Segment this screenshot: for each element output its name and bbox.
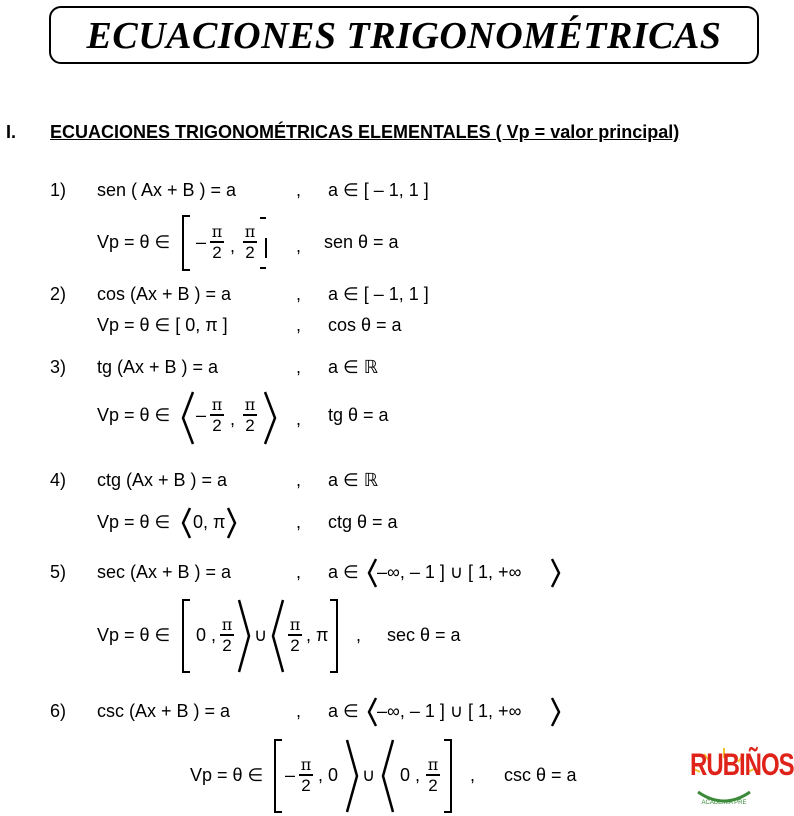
right-angle-bracket bbox=[262, 390, 278, 446]
item-number: 2) bbox=[50, 284, 67, 304]
comma: , bbox=[296, 470, 302, 490]
right-angle-bracket bbox=[344, 738, 360, 814]
numerator: π bbox=[221, 615, 233, 634]
title-box bbox=[49, 6, 759, 64]
fraction-pi-over-2 bbox=[243, 395, 257, 435]
condition-label: a ∈ bbox=[328, 562, 359, 582]
condition-interval: –∞, – 1 ] ∪ [ 1, +∞ bbox=[377, 562, 522, 582]
vp-label: Vp = θ ∈ bbox=[97, 625, 171, 645]
fraction-pi-over-2 bbox=[210, 222, 224, 262]
separator: , bbox=[230, 236, 236, 256]
comma: , bbox=[356, 625, 362, 645]
comma: , bbox=[296, 562, 302, 582]
comma: , bbox=[296, 315, 302, 335]
item-number: 1) bbox=[50, 180, 67, 200]
denominator: 2 bbox=[245, 243, 255, 262]
comma: , bbox=[296, 409, 302, 429]
numerator: π bbox=[211, 395, 223, 414]
vp-label: Vp = θ ∈ bbox=[97, 405, 171, 425]
vp-label: Vp = θ ∈ bbox=[97, 512, 171, 532]
right-angle-bracket bbox=[550, 696, 562, 728]
fraction-pi-over-2 bbox=[243, 222, 257, 262]
left-bracket bbox=[180, 598, 192, 674]
minus-sign: – bbox=[196, 405, 207, 425]
right-bracket bbox=[442, 738, 454, 814]
union: ∪ bbox=[254, 625, 268, 645]
denominator: 2 bbox=[212, 243, 222, 262]
item-number: 3) bbox=[50, 357, 67, 377]
comma: , bbox=[296, 180, 302, 200]
right-angle-bracket bbox=[550, 557, 562, 589]
item-number: 4) bbox=[50, 470, 67, 490]
vp-label: Vp = θ ∈ bbox=[97, 232, 171, 252]
condition-interval: –∞, – 1 ] ∪ [ 1, +∞ bbox=[377, 701, 522, 721]
relation: tg θ = a bbox=[328, 405, 389, 425]
denominator: 2 bbox=[212, 416, 222, 435]
section-number: I. bbox=[6, 122, 17, 142]
relation: sec θ = a bbox=[387, 625, 461, 645]
page-title: ECUACIONES TRIGONOMÉTRICAS bbox=[86, 15, 722, 57]
condition: a ∈ [ – 1, 1 ] bbox=[328, 284, 429, 304]
comma: , bbox=[296, 512, 302, 532]
denominator: 2 bbox=[290, 636, 300, 655]
numerator: π bbox=[427, 755, 439, 774]
zero-comma: 0 , bbox=[400, 765, 421, 785]
relation: cos θ = a bbox=[328, 315, 402, 335]
denominator: 2 bbox=[222, 636, 232, 655]
separator: , bbox=[230, 409, 236, 429]
union: ∪ bbox=[362, 765, 376, 785]
numerator: π bbox=[300, 755, 312, 774]
logo-subtitle: ACADEMIA PRE bbox=[701, 800, 747, 806]
vp-label: Vp = θ ∈ bbox=[190, 765, 264, 785]
relation: sen θ = a bbox=[324, 232, 399, 252]
denominator: 2 bbox=[301, 776, 311, 795]
fraction-pi-over-2 bbox=[288, 615, 302, 655]
left-bracket bbox=[180, 214, 192, 272]
right-bracket bbox=[328, 598, 340, 674]
equation: tg (Ax + B ) = a bbox=[97, 357, 219, 377]
denominator: 2 bbox=[428, 776, 438, 795]
rubinos-logo bbox=[690, 747, 794, 814]
equation: sec (Ax + B ) = a bbox=[97, 562, 232, 582]
minus-sign: – bbox=[285, 765, 296, 785]
right-bracket bbox=[258, 214, 270, 272]
logo-text: RUBIÑOS bbox=[690, 747, 794, 783]
left-angle-bracket bbox=[180, 390, 196, 446]
relation: ctg θ = a bbox=[328, 512, 398, 532]
equation: csc (Ax + B ) = a bbox=[97, 701, 231, 721]
left-angle-bracket bbox=[180, 506, 192, 540]
section-title: ECUACIONES TRIGONOMÉTRICAS ELEMENTALES ( Vp = valor principal) bbox=[50, 122, 680, 142]
numerator: π bbox=[244, 222, 256, 241]
zero-endpoint: , 0 bbox=[318, 765, 339, 785]
left-bracket bbox=[272, 738, 284, 814]
numerator: π bbox=[244, 395, 256, 414]
right-angle-bracket bbox=[236, 598, 252, 674]
condition-label: a ∈ bbox=[328, 701, 359, 721]
comma: , bbox=[296, 284, 302, 304]
condition: a ∈ ℝ bbox=[328, 357, 378, 377]
numerator: π bbox=[289, 615, 301, 634]
vp-interval: Vp = θ ∈ [ 0, π ] bbox=[97, 315, 228, 335]
comma: , bbox=[470, 765, 476, 785]
zero-comma: 0 , bbox=[196, 625, 217, 645]
condition: a ∈ ℝ bbox=[328, 470, 378, 490]
comma: , bbox=[296, 357, 302, 377]
comma: , bbox=[296, 236, 302, 256]
condition: a ∈ [ – 1, 1 ] bbox=[328, 180, 429, 200]
item-number: 6) bbox=[50, 701, 67, 721]
equation: ctg (Ax + B ) = a bbox=[97, 470, 228, 490]
comma: , bbox=[296, 701, 302, 721]
pi-endpoint: , π bbox=[306, 625, 329, 645]
minus-sign: – bbox=[196, 232, 207, 252]
item-number: 5) bbox=[50, 562, 67, 582]
fraction-pi-over-2 bbox=[210, 395, 224, 435]
equation: sen ( Ax + B ) = a bbox=[97, 180, 237, 200]
right-angle-bracket bbox=[226, 506, 238, 540]
fraction-pi-over-2 bbox=[299, 755, 313, 795]
fraction-pi-over-2 bbox=[220, 615, 234, 655]
relation: csc θ = a bbox=[504, 765, 577, 785]
numerator: π bbox=[211, 222, 223, 241]
interval: 0, π bbox=[193, 512, 226, 532]
equation: cos (Ax + B ) = a bbox=[97, 284, 232, 304]
left-angle-bracket bbox=[270, 598, 286, 674]
fraction-pi-over-2 bbox=[426, 755, 440, 795]
denominator: 2 bbox=[245, 416, 255, 435]
left-angle-bracket bbox=[380, 738, 396, 814]
